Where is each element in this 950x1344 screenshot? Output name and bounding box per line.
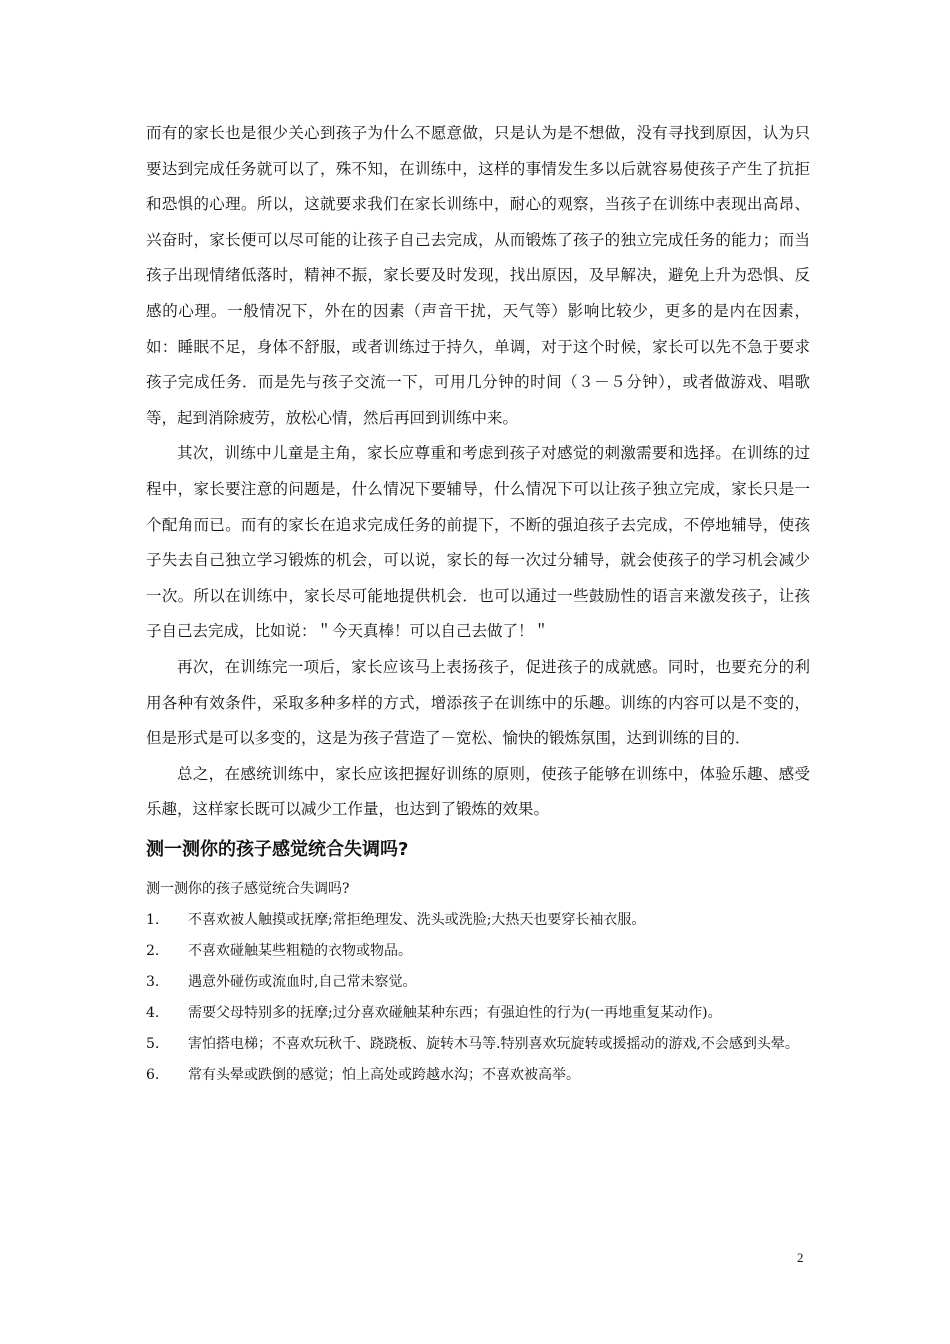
document-page xyxy=(146,116,810,1091)
section-heading: 测一测你的孩子感觉统合失调吗? xyxy=(146,838,409,860)
list-item-number: 4. xyxy=(146,1004,160,1021)
list-item xyxy=(146,936,810,967)
list-item xyxy=(146,905,810,936)
body-paragraph-4: 总之，在感统训练中，家长应该把握好训练的原则，使孩子能够在训练中，体验乐趣、感受乐趣，这样家长既可以减少工作量，也达到了锻炼的效果。 xyxy=(146,764,810,819)
body-paragraph-1: 而有的家长也是很少关心到孩子为什么不愿意做，只是认为是不想做，没有寻找到原因，认为只要达到完成任务就可以了，殊不知，在训练中，这样的事情发生多以后就容易使孩子产生了抗拒和恐惧的心理。所以，这就要求我们在家长训练中，耐心的观察，当孩子在训练中表现出高昂、兴奋时，家长便可以尽可能的让孩子自己去完成，从而锻炼了孩子的独立完成任务的能力；而当孩子出现情绪低落时，精神不振，家长要及时发现，找出原因，及早解决，避免上升为恐惧、反感的心理。一般情况下，外在的因素（声音干扰，天气等）影响比较少，更多的是内在因素，如：睡眠不足，身体不舒服，或者训练过于持久，单调，对于这个时候，家长可以先不急于要求孩子完成任务．而是先与孩子交流一下，可用几分钟的时间（３－５分钟），或者做游戏、唱歌等，起到消除疲劳，放松心情，然后再回到训练中来。 xyxy=(146,124,810,427)
list-item-number: 3. xyxy=(146,973,160,990)
list-item-text: 遇意外碰伤或流血时,自己常未察觉。 xyxy=(188,973,417,990)
list-item xyxy=(146,998,810,1029)
list-item-text: 不喜欢碰触某些粗糙的衣物或物品。 xyxy=(188,942,412,959)
list-item xyxy=(146,967,810,998)
list-item-text: 需要父母特别多的抚摩;过分喜欢碰触某种东西；有强迫性的行为(一再地重复某动作)。 xyxy=(188,1004,722,1021)
list-item-text: 害怕搭电梯；不喜欢玩秋千、跷跷板、旋转木马等.特别喜欢玩旋转或援摇动的游戏,不会感到头晕。 xyxy=(188,1035,799,1052)
checklist xyxy=(146,905,810,1091)
body-paragraph-2: 其次，训练中儿童是主角，家长应尊重和考虑到孩子对感觉的刺激需要和选择。在训练的过程中，家长要注意的问题是，什么情况下要辅导，什么情况下可以让孩子独立完成，家长只是一个配角而已。而有的家长在追求完成任务的前提下，不断的强迫孩子去完成，不停地辅导，使孩子失去自己独立学习锻炼的机会，可以说，家长的每一次过分辅导，就会使孩子的学习机会减少一次。所以在训练中，家长尽可能地提供机会．也可以通过一些鼓励性的语言来激发孩子，让孩子自己去完成，比如说：＂今天真棒！可以自己去做了！＂ xyxy=(146,444,810,641)
list-item xyxy=(146,1060,810,1091)
list-item-text: 常有头晕或跌倒的感觉；怕上高处或跨越水沟；不喜欢被高举。 xyxy=(188,1066,580,1083)
section-subheading: 测一测你的孩子感觉统合失调吗? xyxy=(146,880,350,897)
list-item xyxy=(146,1029,810,1060)
list-item-number: 1. xyxy=(146,911,160,928)
page-number: 2 xyxy=(797,1250,804,1265)
list-item-number: 2. xyxy=(146,942,160,959)
list-item-text: 不喜欢被人触摸或抚摩;常拒绝理发、洗头或洗脸;大热天也要穿长袖衣服。 xyxy=(188,911,646,928)
list-item-number: 5. xyxy=(146,1035,160,1052)
list-item-number: 6. xyxy=(146,1066,160,1083)
body-paragraph-3: 再次，在训练完一项后，家长应该马上表扬孩子，促进孩子的成就感。同时，也要充分的利用各种有效条件，采取多种多样的方式，增添孩子在训练中的乐趣。训练的内容可以是不变的，但是形式是可以多变的，这是为孩子营造了－宽松、愉快的锻炼氛围，达到训练的目的． xyxy=(146,657,810,748)
